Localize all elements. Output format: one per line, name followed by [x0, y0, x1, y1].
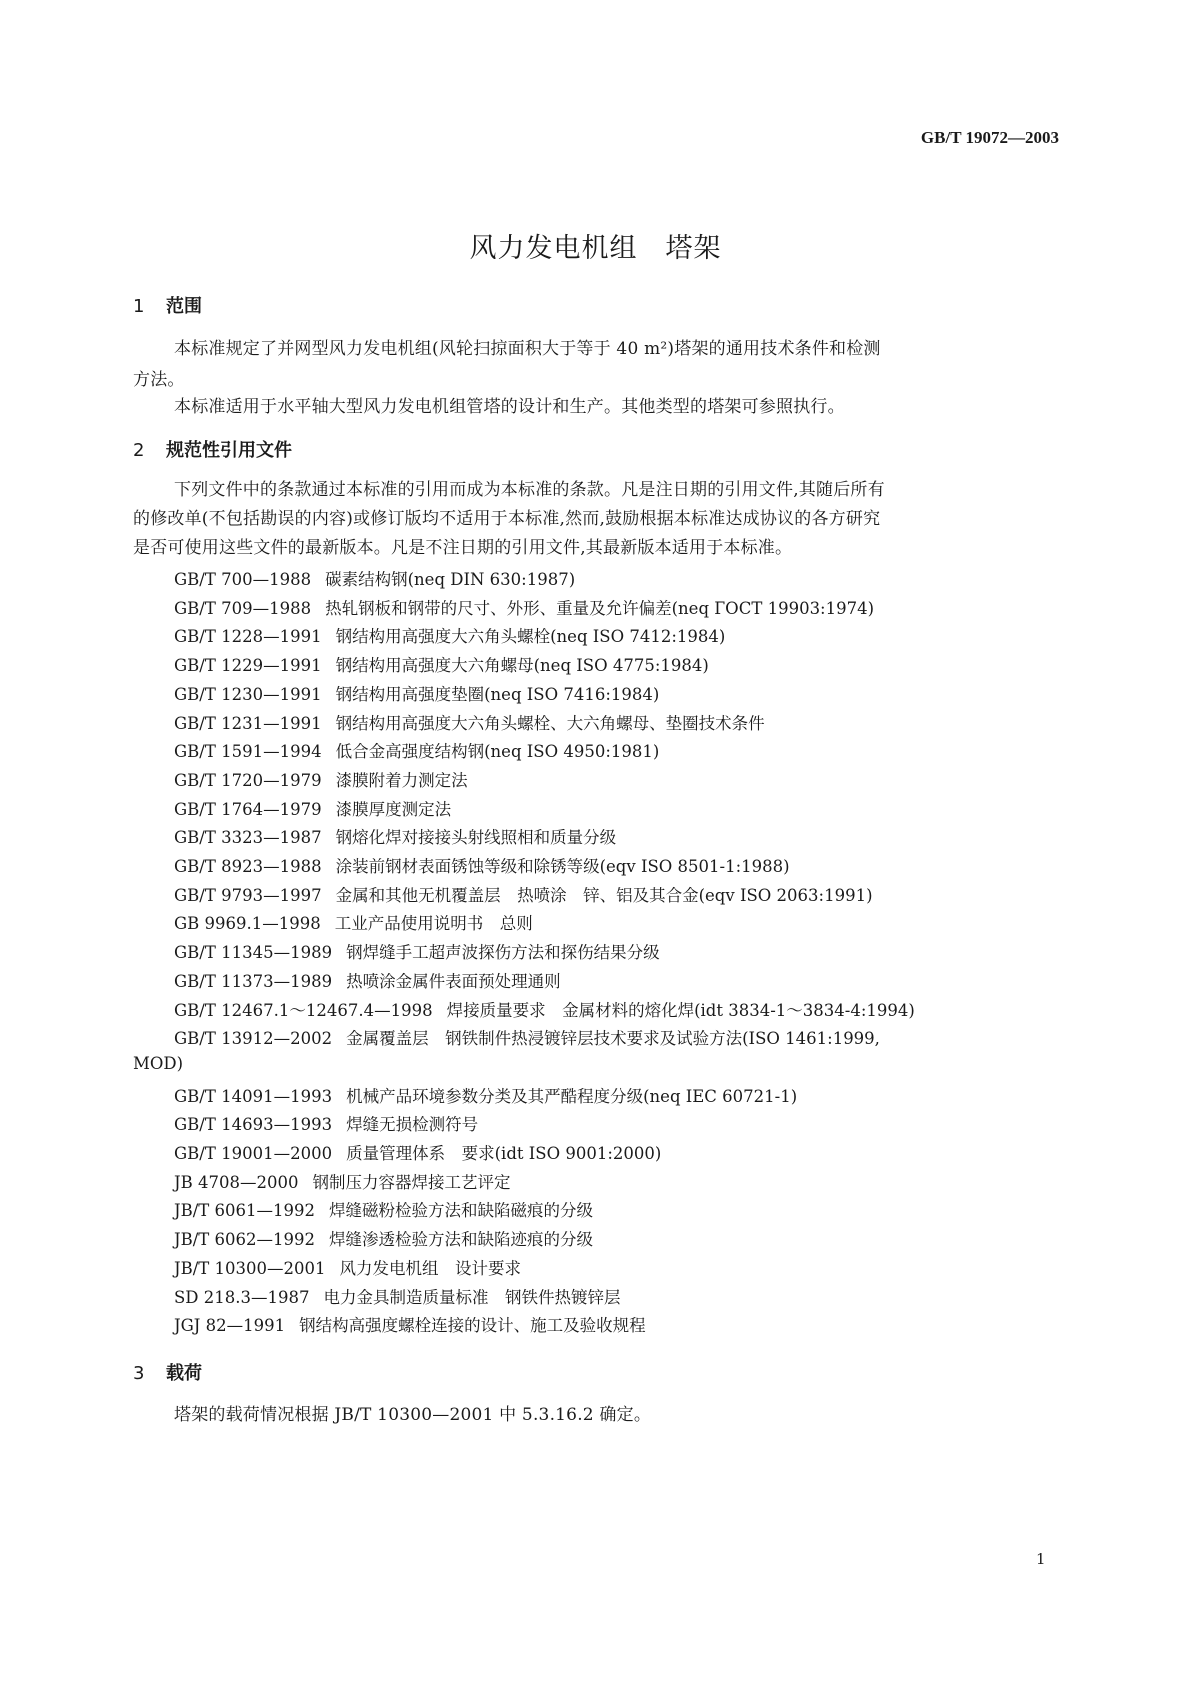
paragraph: 本标准适用于水平轴大型风力发电机组管塔的设计和生产。其他类型的塔架可参照执行。 — [174, 397, 845, 417]
reference-code: JGJ 82—1991 — [174, 1316, 286, 1336]
reference-code: SD 218.3—1987 — [174, 1287, 310, 1307]
reference-title: 钢结构用高强度大六角头螺栓、大六角螺母、垫圈技术条件 — [335, 713, 765, 733]
reference-item — [174, 1226, 593, 1250]
reference-code: JB/T 10300—2001 — [174, 1258, 326, 1278]
reference-item — [174, 566, 575, 590]
reference-title: 风力发电机组 设计要求 — [339, 1258, 522, 1278]
paragraph: 下列文件中的条款通过本标准的引用而成为本标准的条款。凡是注日期的引用文件,其随后所有 — [174, 480, 885, 500]
section-number: 2 — [133, 440, 145, 461]
reference-code: GB/T 3323—1987 — [174, 828, 322, 848]
reference-title: 涂装前钢材表面锈蚀等级和除锈等级(eqv ISO 8501-1:1988) — [335, 857, 790, 876]
paragraph: 本标准规定了并网型风力发电机组(风轮扫掠面积大于等于 40 m²)塔架的通用技术条件和检测 — [174, 339, 881, 359]
reference-title: 焊缝渗透检验方法和缺陷迹痕的分级 — [329, 1230, 594, 1250]
reference-code: GB/T 1720—1979 — [174, 770, 322, 790]
reference-code: GB/T 14693—1993 — [174, 1115, 333, 1135]
reference-item — [174, 738, 659, 762]
reference-item — [174, 853, 790, 877]
paragraph: 塔架的载荷情况根据 JB/T 10300—2001 中 5.3.16.2 确定。 — [174, 1405, 652, 1425]
reference-title: 钢结构用高强度大六角螺母(neq ISO 4775:1984) — [335, 656, 709, 676]
reference-code: GB/T 9793—1997 — [174, 885, 322, 905]
reference-code: GB/T 1591—1994 — [174, 742, 322, 762]
document-title: 风力发电机组 塔架 — [469, 233, 722, 264]
section-title: 载荷 — [166, 1363, 202, 1384]
reference-title: 焊缝无损检测符号 — [346, 1115, 479, 1135]
reference-title: 钢制压力容器焊接工艺评定 — [312, 1172, 511, 1192]
reference-title: 焊缝磁粉检验方法和缺陷磁痕的分级 — [329, 1201, 594, 1221]
reference-code: GB/T 11373—1989 — [174, 971, 333, 991]
reference-title: 钢结构用高强度大六角头螺栓(neq ISO 7412:1984) — [335, 627, 726, 647]
paragraph: 的修改单(不包括勘误的内容)或修订版均不适用于本标准,然而,鼓励根据本标准达成协议的各方研究 — [133, 509, 881, 529]
reference-title: 热喷涂金属件表面预处理通则 — [346, 971, 561, 991]
reference-item — [174, 882, 873, 906]
reference-title: 质量管理体系 要求(idt ISO 9001:2000) — [346, 1144, 662, 1163]
reference-item — [174, 997, 915, 1021]
reference-item — [174, 796, 451, 820]
reference-item — [174, 710, 765, 734]
reference-item — [133, 1054, 183, 1073]
section-number: 3 — [133, 1363, 145, 1384]
reference-title: 漆膜厚度测定法 — [335, 799, 452, 819]
reference-title: 工业产品使用说明书 总则 — [334, 914, 533, 934]
section-heading-1 — [133, 292, 202, 318]
reference-code: GB 9969.1—1998 — [174, 914, 321, 934]
reference-code: JB 4708—2000 — [174, 1172, 299, 1192]
reference-item — [174, 1111, 478, 1135]
reference-title: 碳素结构钢(neq DIN 630:1987) — [325, 570, 576, 589]
reference-item — [174, 939, 660, 963]
reference-code: GB/T 13912—2002 — [174, 1029, 333, 1049]
reference-item — [174, 595, 874, 619]
reference-title: 漆膜附着力测定法 — [335, 770, 468, 790]
reference-code: GB/T 12467.1～12467.4—1998 — [174, 1000, 433, 1020]
reference-title: 钢结构高强度螺栓连接的设计、施工及验收规程 — [299, 1316, 646, 1336]
reference-code: JB/T 6062—1992 — [174, 1230, 316, 1250]
reference-item — [174, 623, 725, 647]
section-title: 范围 — [166, 296, 202, 317]
reference-code: GB/T 11345—1989 — [174, 943, 333, 963]
paragraph: 是否可使用这些文件的最新版本。凡是不注日期的引用文件,其最新版本适用于本标准。 — [133, 538, 793, 558]
reference-item — [174, 652, 709, 676]
reference-code: GB/T 709—1988 — [174, 598, 312, 618]
reference-code: JB/T 6061—1992 — [174, 1201, 316, 1221]
reference-code: GB/T 8923—1988 — [174, 857, 322, 876]
reference-item — [174, 968, 561, 992]
reference-code: GB/T 1764—1979 — [174, 799, 322, 819]
section-heading-3 — [133, 1359, 202, 1385]
reference-item — [174, 1255, 521, 1279]
section-title: 规范性引用文件 — [166, 440, 292, 461]
reference-item — [174, 1197, 593, 1221]
reference-title: 钢焊缝手工超声波探伤方法和探伤结果分级 — [346, 943, 660, 963]
reference-code: GB/T 1228—1991 — [174, 627, 322, 647]
reference-code: GB/T 19001—2000 — [174, 1144, 333, 1163]
section-heading-2 — [133, 436, 292, 462]
reference-item — [174, 1169, 510, 1193]
reference-item — [174, 1025, 880, 1049]
reference-code: GB/T 1230—1991 — [174, 684, 322, 704]
reference-code: GB/T 14091—1993 — [174, 1086, 333, 1106]
reference-title: 钢结构用高强度垫圈(neq ISO 7416:1984) — [335, 684, 660, 704]
reference-title: 焊接质量要求 金属材料的熔化焊(idt 3834-1～3834-4:1994) — [446, 1000, 915, 1020]
reference-item — [174, 910, 533, 934]
reference-code: GB/T 1229—1991 — [174, 656, 322, 676]
reference-item — [174, 1140, 661, 1164]
reference-item — [174, 1083, 797, 1107]
reference-title: 机械产品环境参数分类及其严酷程度分级(neq IEC 60721-1) — [346, 1086, 798, 1106]
reference-item — [174, 1284, 621, 1308]
reference-item — [174, 767, 468, 791]
paragraph: 方法。 — [133, 370, 185, 390]
reference-title: 热轧钢板和钢带的尺寸、外形、重量及允许偏差(neq ГОСТ 19903:1974) — [325, 598, 875, 618]
reference-code: GB/T 700—1988 — [174, 570, 312, 589]
reference-title: MOD) — [133, 1053, 184, 1073]
reference-item — [174, 824, 616, 848]
reference-title: 钢熔化焊对接接头射线照相和质量分级 — [335, 828, 617, 848]
reference-code: GB/T 1231—1991 — [174, 713, 322, 733]
reference-item — [174, 681, 659, 705]
reference-item — [174, 1312, 646, 1336]
reference-title: 金属和其他无机覆盖层 热喷涂 锌、铝及其合金(eqv ISO 2063:1991) — [335, 885, 873, 905]
reference-title: 电力金具制造质量标准 钢铁件热镀锌层 — [323, 1287, 621, 1307]
standard-number: GB/T 19072—2003 — [920, 128, 1059, 147]
page-number: 1 — [1036, 1550, 1046, 1568]
reference-title: 低合金高强度结构钢(neq ISO 4950:1981) — [335, 742, 660, 762]
reference-title: 金属覆盖层 钢铁制件热浸镀锌层技术要求及试验方法(ISO 1461:1999, — [346, 1029, 880, 1049]
section-number: 1 — [133, 296, 145, 317]
